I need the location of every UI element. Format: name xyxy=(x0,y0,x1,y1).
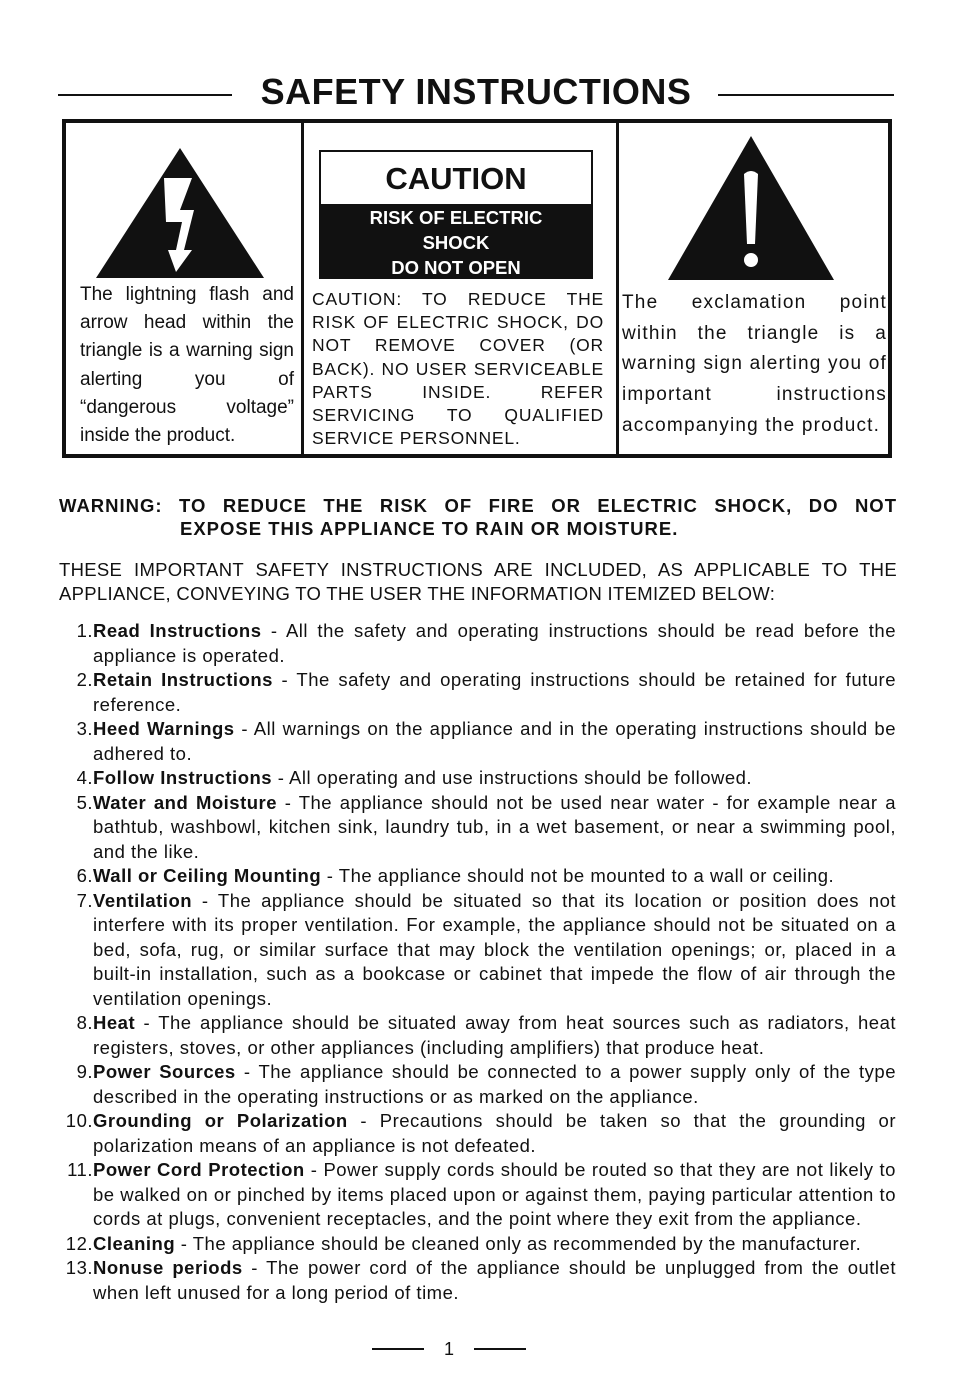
item-number: 13. xyxy=(65,1257,93,1278)
list-item xyxy=(58,717,896,766)
lightning-symbol-description: The lightning flash and arrow head within the triangle is a warning sign alerting you of “dangerous voltage” inside the product. xyxy=(80,284,294,447)
item-text: - The appliance should not be used near water - for example near a bathtub, washbowl, kitchen sink, laundry tub, in a wet basement, or near a swimming pool, and the like. xyxy=(93,791,896,862)
title-rule-right xyxy=(718,94,894,96)
caution-label-line: DO NOT OPEN xyxy=(391,257,521,278)
item-title: Retain Instructions xyxy=(93,669,273,690)
list-item xyxy=(58,766,896,791)
title-row xyxy=(58,70,894,114)
intro-paragraph: THESE IMPORTANT SAFETY INSTRUCTIONS ARE INCLUDED, AS APPLICABLE TO THE APPLIANCE, CONVEYING TO THE USER THE INFORMATION ITEMIZED BELOW: xyxy=(59,559,897,604)
item-text: - All operating and use instructions should be followed. xyxy=(272,767,753,788)
item-number: 7. xyxy=(76,889,93,911)
item-title: Read Instructions xyxy=(93,620,262,641)
item-number: 2. xyxy=(76,669,93,690)
item-text: - The appliance should not be mounted to a wall or ceiling. xyxy=(321,865,835,886)
item-title: Ventilation xyxy=(93,889,193,911)
item-text: - Precautions should be taken so that the grounding or polarization means of an appliance is not defeated. xyxy=(93,1110,896,1156)
list-item xyxy=(58,1060,896,1109)
page-number: 1 xyxy=(443,1339,454,1359)
item-number: 3. xyxy=(76,718,93,739)
item-title: Follow Instructions xyxy=(93,767,273,788)
item-number: 11. xyxy=(67,1159,93,1180)
item-text: - The safety and operating instructions should be retained for future reference. xyxy=(93,669,896,715)
item-title: Nonuse periods xyxy=(93,1257,243,1278)
item-title: Heed Warnings xyxy=(93,718,235,739)
item-title: Wall or Ceiling Mounting xyxy=(93,865,322,886)
caution-label-line: RISK OF ELECTRIC xyxy=(369,207,543,228)
item-title: Power Sources xyxy=(93,1061,236,1082)
item-text: - The appliance should be situated away from heat sources such as radiators, heat registers, stoves, or other appliances (including amplifiers) that produce heat. xyxy=(93,1012,896,1058)
item-number: 6. xyxy=(76,865,93,886)
warning-line-2: EXPOSE THIS APPLIANCE TO RAIN OR MOISTURE. xyxy=(180,518,679,539)
warning-line-1: WARNING: TO REDUCE THE RISK OF FIRE OR ELECTRIC SHOCK, DO NOT xyxy=(59,495,897,516)
item-text: - The appliance should be connected to a power supply only of the type described in the operating instructions or as marked on the appliance. xyxy=(93,1061,897,1107)
panel-divider-right xyxy=(616,123,619,454)
safety-instruction-list xyxy=(58,619,896,1305)
item-title: Grounding or Polarization xyxy=(93,1110,348,1131)
item-text: - All warnings on the appliance and in the operating instructions should be adhered to. xyxy=(93,718,896,764)
list-item xyxy=(58,668,896,717)
item-number: 4. xyxy=(76,767,93,788)
caution-description: CAUTION: TO REDUCE THE RISK OF ELECTRIC SHOCK, DO NOT REMOVE COVER (OR BACK). NO USER SERVICEABLE PARTS INSIDE. REFER SERVICING TO QUALIFIED SERVICE PERSONNEL. xyxy=(312,289,604,449)
exclamation-warning-triangle-icon xyxy=(668,136,834,280)
list-item xyxy=(58,1256,896,1305)
list-item xyxy=(58,791,896,865)
list-item xyxy=(58,864,896,889)
caution-label-line: SHOCK xyxy=(422,232,490,253)
footer-rule-right xyxy=(474,1348,526,1350)
item-number: 12. xyxy=(65,1232,93,1254)
warning-statement xyxy=(59,494,897,540)
item-number: 8. xyxy=(76,1012,93,1033)
exclamation-symbol-description: The exclamation point within the triangle is a warning sign alerting you of important instructions accompanying the product. xyxy=(622,292,887,436)
item-number: 10. xyxy=(65,1110,93,1131)
item-text: - The power cord of the appliance should be unplugged from the outlet when left unused for a long period of time. xyxy=(93,1257,896,1303)
panel-divider-left xyxy=(301,123,304,454)
item-number: 1. xyxy=(76,620,93,641)
item-number: 5. xyxy=(76,791,93,813)
item-text: - Power supply cords should be routed so that they are not likely to be walked on or pinched by items placed upon or against them, paying particular attention to cords at plugs, convenient receptacles, and the point where they exit from the appliance. xyxy=(93,1159,896,1229)
item-text: - The appliance should be cleaned only as recommended by the manufacturer. xyxy=(175,1232,862,1254)
list-item xyxy=(58,619,896,668)
item-title: Cleaning xyxy=(93,1232,176,1254)
list-item xyxy=(58,1109,896,1158)
page-footer xyxy=(372,1338,526,1360)
list-item xyxy=(58,1158,896,1232)
list-item xyxy=(58,1232,896,1257)
item-text: - The appliance should be situated so that its location or position does not interfere with its proper ventilation. For example, the appliance should not be situated on a bed, sofa, rug, or similar surface that may block the ventilation openings; or, placed in a built-in installation, such as a bookcase or cabinet that impede the flow of air through the ventilation openings. xyxy=(93,889,896,1009)
item-text: - All the safety and operating instructions should be read before the appliance is operated. xyxy=(93,620,896,666)
lightning-warning-triangle-icon xyxy=(96,148,264,278)
item-title: Power Cord Protection xyxy=(93,1159,305,1180)
list-item xyxy=(58,889,896,1012)
item-title: Water and Moisture xyxy=(93,791,278,813)
caution-warning-band xyxy=(321,204,591,277)
list-item xyxy=(58,1011,896,1060)
item-title: Heat xyxy=(93,1012,136,1033)
page-title: SAFETY INSTRUCTIONS xyxy=(260,71,692,112)
item-number: 9. xyxy=(76,1061,93,1082)
caution-heading: CAUTION xyxy=(385,161,527,196)
caution-label xyxy=(319,150,593,279)
